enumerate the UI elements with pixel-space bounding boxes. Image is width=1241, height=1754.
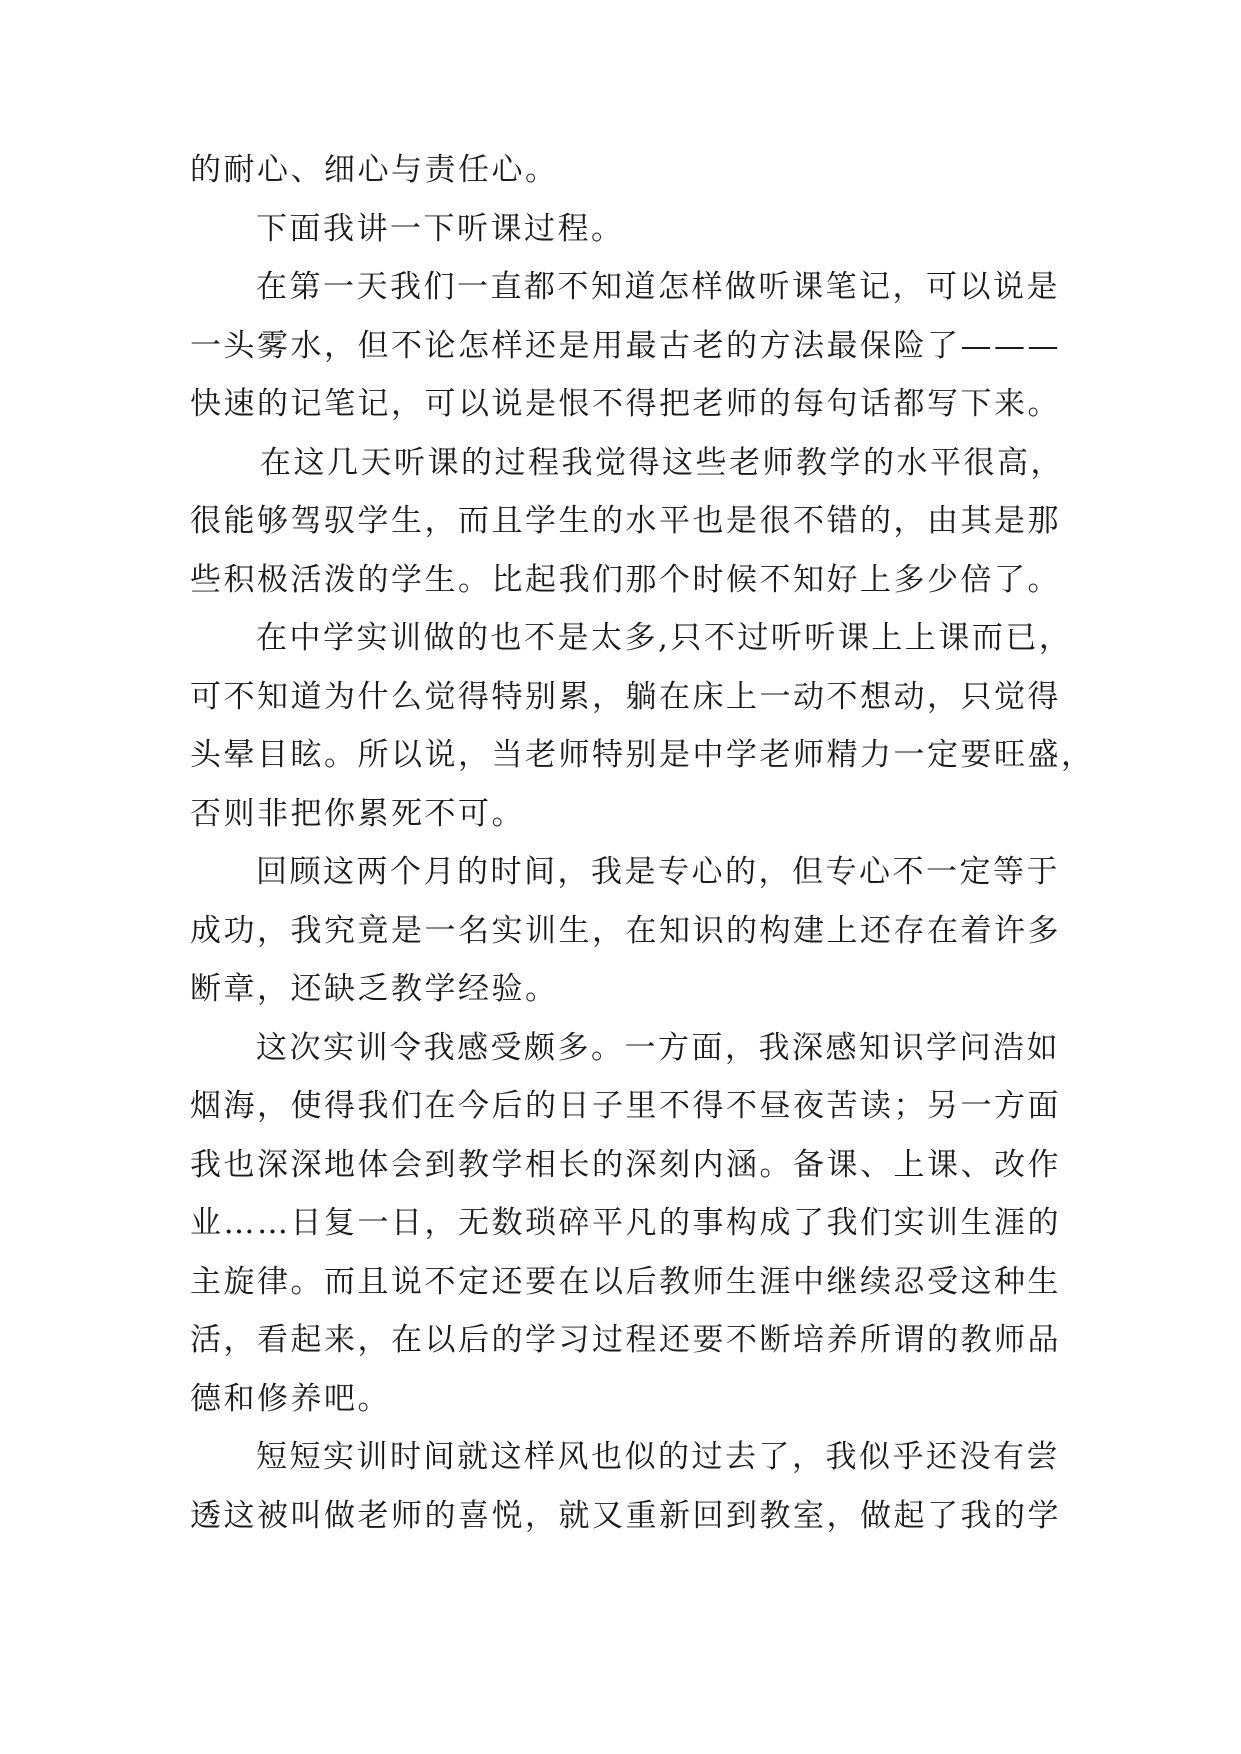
text-line: 透这被叫做老师的喜悦，就又重新回到教室，做起了我的学 xyxy=(190,1497,1061,1534)
text-line: 回顾这两个月的时间，我是专心的，但专心不一定等于 xyxy=(256,854,1060,890)
body-text xyxy=(190,152,1095,1559)
text-line: 头晕目眩。所以说，当老师特别是中学老师精力一定要旺盛， xyxy=(190,737,1095,773)
text-line: 我也深深地体会到教学相长的深刻内涵。备课、上课、改作 xyxy=(190,1146,1061,1183)
text-line: 的耐心、细心与责任心。 xyxy=(190,152,559,188)
text-line: 成功，我究竟是一名实训生，在知识的构建上还存在着许多 xyxy=(190,912,1061,949)
text-line: 德和修养吧。 xyxy=(190,1380,391,1417)
text-line: 活，看起来，在以后的学习过程还要不断培养所谓的教师品 xyxy=(190,1322,1061,1358)
text-line: 断章，还缺乏教学经验。 xyxy=(190,971,559,1007)
text-line: 烟海，使得我们在今后的日子里不得不昼夜苦读；另一方面 xyxy=(190,1088,1061,1124)
text-line: 一头雾水，但不论怎样还是用最古老的方法最保险了——— xyxy=(190,327,1061,364)
text-line: 这次实训令我感受颇多。一方面，我深感知识学问浩如 xyxy=(256,1029,1060,1066)
text-line: 快速的记笔记，可以说是恨不得把老师的每句话都写下来。 xyxy=(190,386,1061,422)
text-line: 可不知道为什么觉得特别累，躺在床上一动不想动，只觉得 xyxy=(190,678,1061,715)
text-line: 在这几天听课的过程我觉得这些老师教学的水平很高， xyxy=(260,444,1064,481)
text-line: 否则非把你累死不可。 xyxy=(190,795,525,832)
text-line: 业……日复一日，无数琐碎平凡的事构成了我们实训生涯的 xyxy=(190,1205,1061,1241)
text-line: 很能够驾驭学生，而且学生的水平也是很不错的，由其是那 xyxy=(190,503,1061,539)
text-line: 主旋律。而且说不定还要在以后教师生涯中继续忍受这种生 xyxy=(190,1263,1061,1300)
text-line: 短短实训时间就这样风也似的过去了，我似乎还没有尝 xyxy=(256,1439,1060,1475)
text-line: 在中学实训做的也不是太多,只不过听听课上上课而已， xyxy=(256,620,1073,656)
text-line: 在第一天我们一直都不知道怎样做听课笔记，可以说是 xyxy=(256,269,1060,305)
text-line: 些积极活泼的学生。比起我们那个时候不知好上多少倍了。 xyxy=(190,561,1061,598)
text-line: 下面我讲一下听课过程。 xyxy=(256,210,625,247)
